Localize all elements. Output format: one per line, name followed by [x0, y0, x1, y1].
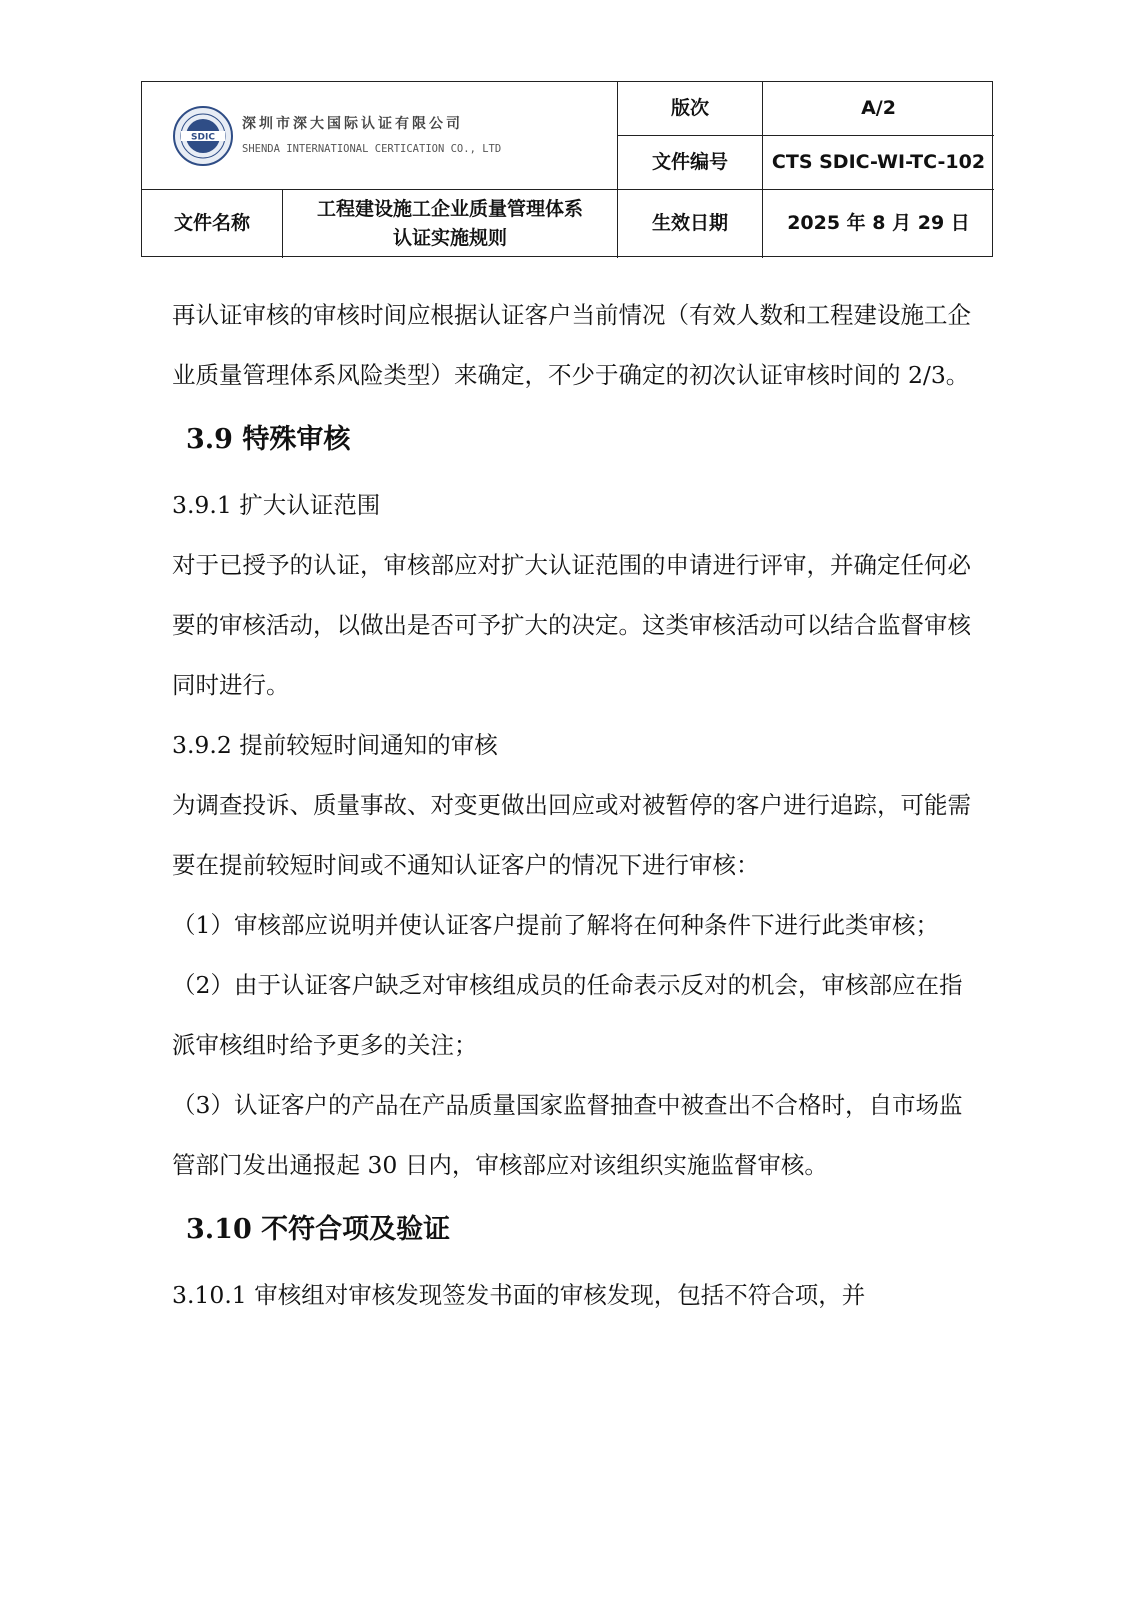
paragraph-3-9-1: 对于已授予的认证，审核部应对扩大认证范围的申请进行评审，并确定任何必要的审核活动，以做出是否可予扩大的决定。这类审核活动可以结合监督审核同时进行。: [172, 551, 971, 699]
paragraph-3-9-2: 为调查投诉、质量事故、对变更做出回应或对被暂停的客户进行追踪，可能需要在提前较短时间或不通知认证客户的情况下进行审核：: [172, 791, 971, 879]
version-value: A/2: [763, 82, 994, 136]
company-name-en: SHENDA INTERNATIONAL CERTICATION CO., LTD: [242, 142, 502, 155]
paragraph-recertification-time: 再认证审核的审核时间应根据认证客户当前情况（有效人数和工程建设施工企业质量管理体系风险类型）来确定，不少于确定的初次认证审核时间的 2/3。: [172, 301, 971, 389]
version-label: 版次: [618, 82, 763, 136]
doc-number-value: CTS SDIC-WI-TC-102: [763, 136, 994, 190]
document-body: [172, 285, 972, 1325]
subsection-heading-3-9-1: 3.9.1 扩大认证范围: [172, 491, 381, 519]
list-item-2: （2）由于认证客户缺乏对审核组成员的任命表示反对的机会，审核部应在指派审核组时给予更多的关注；: [172, 971, 963, 1059]
section-heading-3-10: 3.10 不符合项及验证: [186, 1214, 451, 1245]
subsection-3-10-1: 3.10.1 审核组对审核发现签发书面的审核发现，包括不符合项，并: [172, 1281, 866, 1309]
list-item-1: （1）审核部应说明并使认证客户提前了解将在何种条件下进行此类审核；: [172, 911, 939, 939]
effective-date-label: 生效日期: [618, 190, 763, 258]
svg-text:SDIC: SDIC: [191, 132, 215, 142]
subsection-heading-3-9-2: 3.9.2 提前较短时间通知的审核: [172, 731, 498, 759]
company-logo-cell: [142, 82, 618, 190]
doc-name-value: 工程建设施工企业质量管理体系认证实施规则: [283, 190, 618, 258]
section-heading-3-9: 3.9 特殊审核: [186, 424, 351, 455]
doc-number-label: 文件编号: [618, 136, 763, 190]
document-header-table: [141, 81, 993, 257]
company-name-cn: 深圳市深大国际认证有限公司: [242, 116, 463, 133]
doc-name-label: 文件名称: [142, 190, 283, 258]
effective-date-value: 2025 年 8 月 29 日: [787, 212, 970, 235]
company-seal-logo: [172, 105, 234, 167]
list-item-3: （3）认证客户的产品在产品质量国家监督抽查中被查出不合格时，自市场监管部门发出通报起 30 日内，审核部应对该组织实施监督审核。: [172, 1091, 963, 1179]
